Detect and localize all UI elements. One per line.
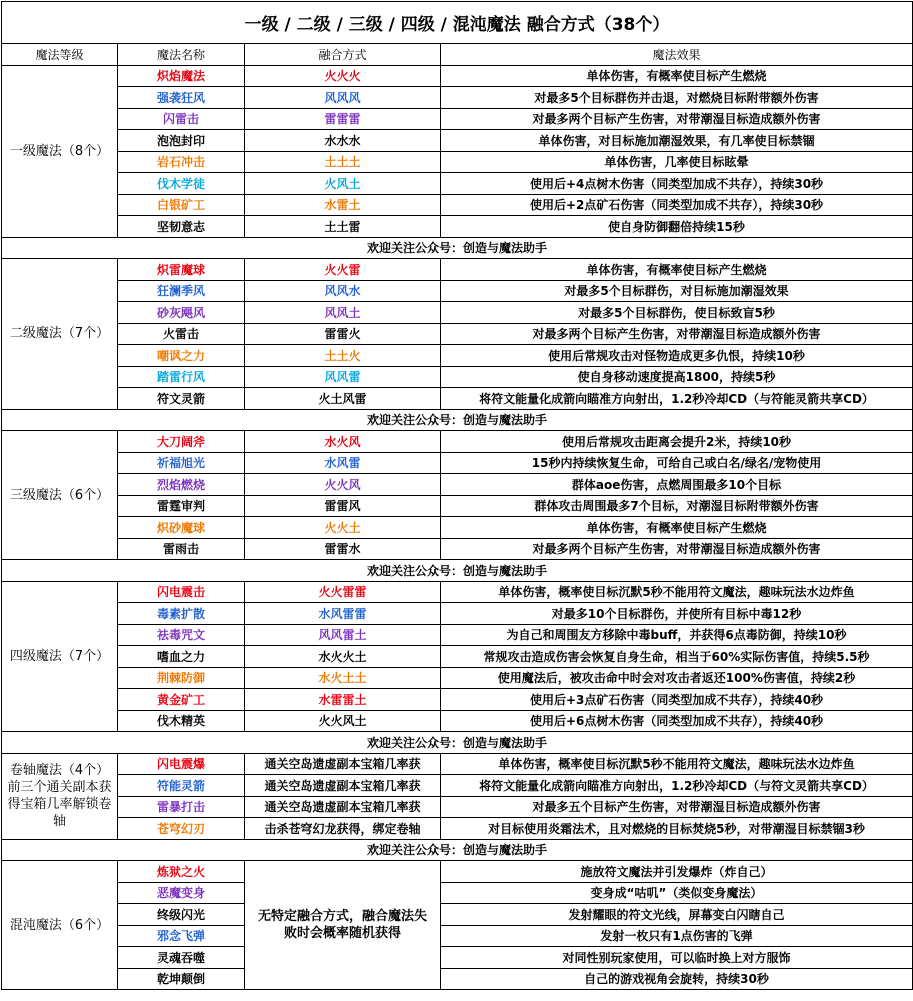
fusion-method: 水雷土 [245, 194, 441, 216]
table-row [2, 581, 913, 603]
magic-name: 祈福旭光 [118, 452, 245, 474]
table-row [2, 517, 913, 539]
magic-name: 坚韧意志 [118, 216, 245, 238]
table-row [2, 968, 913, 990]
magic-effect: 使用后+2点矿石伤害（同类型加成不共存），持续30秒 [441, 194, 913, 216]
fusion-method: 火火火 [245, 65, 441, 87]
notice-text: 欢迎关注公众号：创造与魔法助手 [2, 409, 913, 431]
magic-name: 邪念飞弹 [118, 925, 245, 947]
fusion-method: 水雷雷土 [245, 689, 441, 711]
magic-name: 乾坤颠倒 [118, 968, 245, 990]
table-row [2, 775, 913, 797]
table-row [2, 280, 913, 302]
magic-name: 符能灵箭 [118, 775, 245, 797]
fusion-table [1, 1, 913, 990]
magic-effect: 对最多10个目标群伤，并使所有目标中毒12秒 [441, 603, 913, 625]
magic-effect: 对最多5个目标群伤并击退，对燃烧目标附带额外伤害 [441, 87, 913, 109]
magic-effect: 使用后常规攻击距离会提升2米，持续10秒 [441, 431, 913, 453]
magic-name: 祛毒咒文 [118, 624, 245, 646]
magic-name: 闪电震击 [118, 581, 245, 603]
table-row [2, 130, 913, 152]
table-row [2, 216, 913, 238]
fusion-method: 火土风雷 [245, 388, 441, 410]
magic-name: 狂澜季风 [118, 280, 245, 302]
magic-effect: 对最多两个目标产生伤害，对带潮湿目标造成额外伤害 [441, 108, 913, 130]
table-row [2, 194, 913, 216]
notice-row [2, 560, 913, 582]
magic-name: 黄金矿工 [118, 689, 245, 711]
magic-effect: 单体伤害，概率使目标沉默5秒不能用符文魔法，趣味玩法水边炸鱼 [441, 581, 913, 603]
magic-effect: 使自身移动速度提高1800，持续5秒 [441, 366, 913, 388]
level-label: 四级魔法（7个） [2, 581, 118, 732]
table-row [2, 710, 913, 732]
table-row [2, 925, 913, 947]
table-row [2, 753, 913, 775]
magic-name: 伐木精英 [118, 710, 245, 732]
fusion-method: 火火土 [245, 517, 441, 539]
fusion-method: 水火风 [245, 431, 441, 453]
table-row [2, 345, 913, 367]
magic-effect: 单体伤害，对目标施加潮湿效果，有几率使目标禁锢 [441, 130, 913, 152]
magic-effect: 单体伤害，几率使目标眩晕 [441, 151, 913, 173]
magic-name: 烈焰燃烧 [118, 474, 245, 496]
magic-effect: 群体攻击周围最多7个目标，对潮湿目标附带额外伤害 [441, 495, 913, 517]
fusion-method: 风风雷 [245, 366, 441, 388]
table-row [2, 302, 913, 324]
table-row [2, 151, 913, 173]
level-label: 卷轴魔法（4个）前三个通关副本获得宝箱几率解锁卷轴 [2, 753, 118, 839]
magic-effect: 将符文能量化成箭向瞄准方向射出，1.2秒冷却CD（与符能灵箭共享CD） [441, 388, 913, 410]
table-row [2, 173, 913, 195]
table-row [2, 323, 913, 345]
magic-name: 泡泡封印 [118, 130, 245, 152]
magic-effect: 使用后+3点矿石伤害（同类型加成不共存），持续40秒 [441, 689, 913, 711]
notice-text: 欢迎关注公众号：创造与魔法助手 [2, 237, 913, 259]
magic-name: 炽砂魔球 [118, 517, 245, 539]
table-row [2, 452, 913, 474]
table-row [2, 495, 913, 517]
fusion-method: 土土土 [245, 151, 441, 173]
magic-name: 苍穹幻刃 [118, 818, 245, 840]
table-row [2, 689, 913, 711]
magic-name: 伐木学徒 [118, 173, 245, 195]
table-row [2, 259, 913, 281]
table-row [2, 818, 913, 840]
notice-row [2, 409, 913, 431]
magic-effect: 使用魔法后，被攻击命中时会对攻击者返还100%伤害值，持续2秒 [441, 667, 913, 689]
fusion-method: 火火雷雷 [245, 581, 441, 603]
table-row [2, 538, 913, 560]
magic-name: 白银矿工 [118, 194, 245, 216]
magic-effect: 常规攻击造成伤害会恢复自身生命，相当于60%实际伤害值，持续5.5秒 [441, 646, 913, 668]
fusion-method: 火火雷 [245, 259, 441, 281]
notice-text: 欢迎关注公众号：创造与魔法助手 [2, 732, 913, 754]
header-name: 魔法名称 [118, 44, 245, 66]
magic-effect: 15秒内持续恢复生命，可给自己或白名/绿名/宠物使用 [441, 452, 913, 474]
notice-row [2, 839, 913, 861]
table-row [2, 861, 913, 883]
magic-effect: 使用后常规攻击对怪物造成更多仇恨，持续10秒 [441, 345, 913, 367]
magic-effect: 单体伤害，概率使目标沉默5秒不能用符文魔法，趣味玩法水边炸鱼 [441, 753, 913, 775]
magic-name: 恶魔变身 [118, 882, 245, 904]
fusion-method: 土土雷 [245, 216, 441, 238]
magic-name: 雷雨击 [118, 538, 245, 560]
magic-name: 毒素扩散 [118, 603, 245, 625]
table-row [2, 904, 913, 926]
fusion-method: 通关空岛遗虚副本宝箱几率获 [245, 796, 441, 818]
fusion-method: 雷雷水 [245, 538, 441, 560]
fusion-method: 风风土 [245, 302, 441, 324]
fusion-method: 水水水 [245, 130, 441, 152]
table-row [2, 624, 913, 646]
magic-effect: 对最多两个目标产生伤害，对带潮湿目标造成额外伤害 [441, 538, 913, 560]
table-row [2, 366, 913, 388]
magic-name: 闪电震爆 [118, 753, 245, 775]
level-label: 混沌魔法（6个） [2, 861, 118, 990]
notice-row [2, 237, 913, 259]
magic-name: 炼狱之火 [118, 861, 245, 883]
fusion-method: 水火土土 [245, 667, 441, 689]
table-row [2, 947, 913, 969]
fusion-method: 雷雷雷 [245, 108, 441, 130]
magic-effect: 使自身防御翻倍持续15秒 [441, 216, 913, 238]
magic-effect: 使用后+6点树木伤害（同类型加成不共存），持续40秒 [441, 710, 913, 732]
table-row [2, 796, 913, 818]
magic-name: 火雷击 [118, 323, 245, 345]
magic-effect: 变身成“咕叽”（类似变身魔法） [441, 882, 913, 904]
fusion-method: 水风雷 [245, 452, 441, 474]
magic-effect: 发射一枚只有1点伤害的飞弹 [441, 925, 913, 947]
fusion-method: 通关空岛遗虚副本宝箱几率获 [245, 753, 441, 775]
magic-name: 炽雷魔球 [118, 259, 245, 281]
fusion-method: 火风土 [245, 173, 441, 195]
magic-name: 嘲讽之力 [118, 345, 245, 367]
notice-row [2, 732, 913, 754]
fusion-method: 水火火土 [245, 646, 441, 668]
fusion-method: 土土火 [245, 345, 441, 367]
fusion-method: 风风雷土 [245, 624, 441, 646]
magic-effect: 对目标使用炎霜法术，且对燃烧的目标焚烧5秒，对带潮湿目标禁锢3秒 [441, 818, 913, 840]
magic-effect: 施放符文魔法并引发爆炸（炸自己） [441, 861, 913, 883]
table-row [2, 882, 913, 904]
magic-name: 雷霆审判 [118, 495, 245, 517]
fusion-method: 火火风 [245, 474, 441, 496]
fusion-method: 无特定融合方式，融合魔法失败时会概率随机获得 [245, 861, 441, 990]
magic-name: 炽焰魔法 [118, 65, 245, 87]
table-row [2, 388, 913, 410]
magic-name: 灵魂吞噬 [118, 947, 245, 969]
table-row [2, 667, 913, 689]
table-row [2, 474, 913, 496]
magic-effect: 对最多5个目标群伤，对目标施加潮湿效果 [441, 280, 913, 302]
magic-name: 强袭狂风 [118, 87, 245, 109]
fusion-method: 水风雷雷 [245, 603, 441, 625]
fusion-method: 击杀苍穹幻龙获得，绑定卷轴 [245, 818, 441, 840]
magic-name: 荆棘防御 [118, 667, 245, 689]
header-level: 魔法等级 [2, 44, 118, 66]
level-label: 一级魔法（8个） [2, 65, 118, 237]
magic-effect: 单体伤害，有概率使目标产生燃烧 [441, 259, 913, 281]
magic-name: 大刀阔斧 [118, 431, 245, 453]
magic-effect: 单体伤害，有概率使目标产生燃烧 [441, 65, 913, 87]
table-row [2, 65, 913, 87]
table-row [2, 603, 913, 625]
fusion-method: 风风风 [245, 87, 441, 109]
magic-effect: 对最多两个目标产生伤害，对带潮湿目标造成额外伤害 [441, 323, 913, 345]
fusion-method: 雷雷风 [245, 495, 441, 517]
level-label: 二级魔法（7个） [2, 259, 118, 410]
magic-effect: 将符文能量化成箭向瞄准方向射出，1.2秒冷却CD（与符文灵箭共享CD） [441, 775, 913, 797]
page-title: 一级 / 二级 / 三级 / 四级 / 混沌魔法 融合方式（38个） [2, 2, 913, 44]
fusion-method: 雷雷火 [245, 323, 441, 345]
fusion-method: 通关空岛遗虚副本宝箱几率获 [245, 775, 441, 797]
level-label: 三级魔法（6个） [2, 431, 118, 560]
notice-text: 欢迎关注公众号：创造与魔法助手 [2, 839, 913, 861]
magic-name: 雷暴打击 [118, 796, 245, 818]
magic-effect: 对最多5个目标群伤，使目标致盲5秒 [441, 302, 913, 324]
fusion-method: 风风水 [245, 280, 441, 302]
magic-effect: 群体aoe伤害，点燃周围最多10个目标 [441, 474, 913, 496]
header-effect: 魔法效果 [441, 44, 913, 66]
magic-effect: 使用后+4点树木伤害（同类型加成不共存），持续30秒 [441, 173, 913, 195]
table-row [2, 108, 913, 130]
magic-effect: 为自己和周围友方移除中毒buff，并获得6点毒防御，持续10秒 [441, 624, 913, 646]
magic-name: 闪雷击 [118, 108, 245, 130]
header-fusion: 融合方式 [245, 44, 441, 66]
magic-name: 符文灵箭 [118, 388, 245, 410]
magic-effect: 单体伤害，有概率使目标产生燃烧 [441, 517, 913, 539]
magic-name: 嗜血之力 [118, 646, 245, 668]
table-row [2, 87, 913, 109]
table-row [2, 646, 913, 668]
fusion-method: 火火风土 [245, 710, 441, 732]
magic-name: 踏雷行风 [118, 366, 245, 388]
magic-name: 终级闪光 [118, 904, 245, 926]
notice-text: 欢迎关注公众号：创造与魔法助手 [2, 560, 913, 582]
magic-name: 砂灰飓风 [118, 302, 245, 324]
magic-effect: 发射耀眼的符文光线，屏幕变白闪瞎自己 [441, 904, 913, 926]
magic-effect: 对最多五个目标产生伤害，对带潮湿目标造成额外伤害 [441, 796, 913, 818]
magic-effect: 自己的游戏视角会旋转，持续30秒 [441, 968, 913, 990]
magic-effect: 对同性别玩家使用，可以临时换上对方服饰 [441, 947, 913, 969]
magic-name: 岩石冲击 [118, 151, 245, 173]
table-row [2, 431, 913, 453]
